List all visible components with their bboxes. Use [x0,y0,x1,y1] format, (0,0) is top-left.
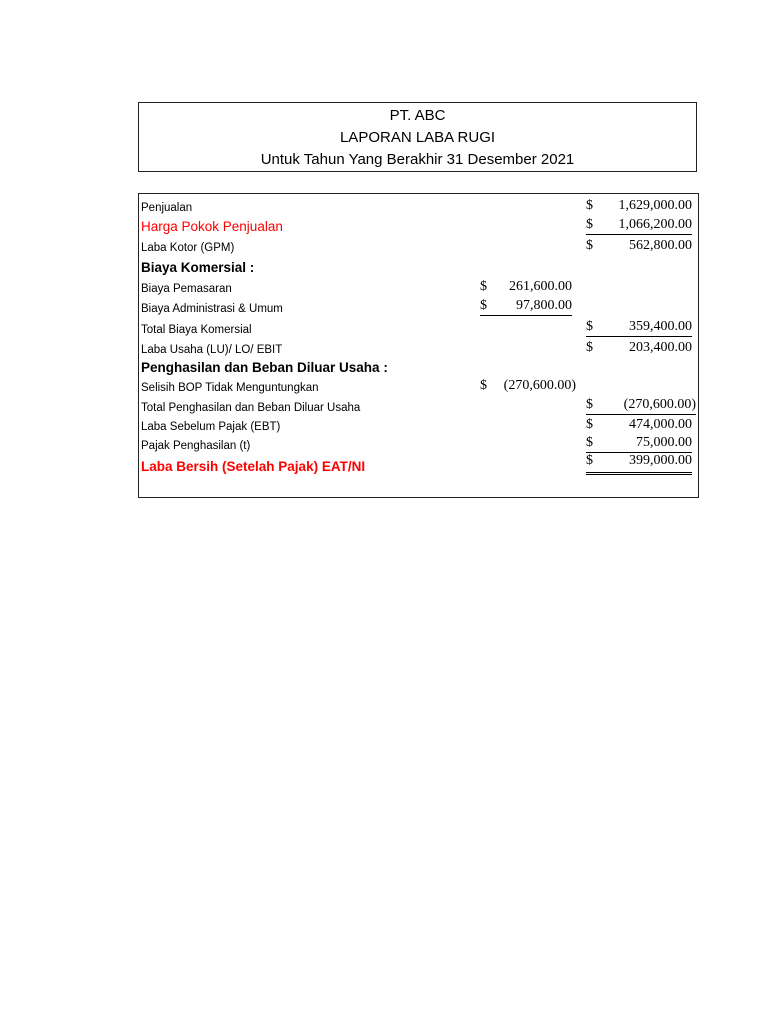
amount-cell [586,337,692,357]
currency-symbol: $ [586,453,593,468]
row-total-penghasilan [139,395,698,415]
row-laba-sebelum-pajak [139,414,698,434]
amount-value: 359,400.00 [629,319,692,334]
row-label: Laba Usaha (LU)/ LO/ EBIT [141,344,283,356]
amount-cell [586,394,696,415]
amount-value: 1,629,000.00 [618,198,692,213]
currency-symbol: $ [480,298,487,313]
amount-cell [480,295,572,316]
section-heading: Penghasilan dan Beban Diluar Usaha : [141,360,388,375]
amount-cell [586,450,692,475]
currency-symbol: $ [586,435,593,450]
row-penjualan [139,195,698,215]
currency-symbol: $ [480,279,487,294]
amount-value: 75,000.00 [636,435,692,450]
amount-cell [586,214,692,235]
currency-symbol: $ [586,238,593,253]
row-biaya-komersial-heading [139,256,698,276]
row-label: Harga Pokok Penjualan [141,219,283,234]
amount-cell [586,414,692,434]
amount-cell [480,375,576,395]
row-selisih-bop [139,375,698,395]
amount-cell [480,276,572,296]
row-hpp [139,215,698,235]
income-statement-table [138,193,699,498]
currency-symbol: $ [586,417,593,432]
row-label: Biaya Administrasi & Umum [141,303,283,315]
currency-symbol: $ [480,378,487,393]
row-label: Selisih BOP Tidak Menguntungkan [141,382,319,394]
currency-symbol: $ [586,340,593,355]
row-laba-bersih [139,453,698,475]
currency-symbol: $ [586,319,593,334]
row-label: Total Biaya Komersial [141,324,252,336]
amount-value: 474,000.00 [629,417,692,432]
amount-cell [586,195,692,215]
section-heading: Biaya Komersial : [141,260,255,275]
row-label: Laba Kotor (GPM) [141,242,235,254]
row-total-biaya-komersial [139,317,698,337]
amount-value: (270,600.00) [623,397,696,412]
row-label: Total Penghasilan dan Beban Diluar Usaha [141,402,361,414]
row-label: Biaya Pemasaran [141,283,232,295]
amount-value: 399,000.00 [629,453,692,468]
row-biaya-pemasaran [139,276,698,296]
amount-cell [586,235,692,255]
row-laba-usaha [139,337,698,357]
row-label: Laba Bersih (Setelah Pajak) EAT/NI [141,459,366,474]
report-header [138,102,697,172]
row-label: Pajak Penghasilan (t) [141,440,251,452]
currency-symbol: $ [586,198,593,213]
company-name: PT. ABC [389,107,446,124]
row-label: Laba Sebelum Pajak (EBT) [141,421,281,433]
amount-value: (270,600.00) [503,378,576,393]
amount-value: 97,800.00 [516,298,572,313]
row-laba-kotor [139,235,698,255]
amount-value: 562,800.00 [629,238,692,253]
report-title: LAPORAN LABA RUGI [339,129,496,146]
amount-value: 1,066,200.00 [618,217,692,232]
row-label: Penjualan [141,202,193,214]
amount-value: 203,400.00 [629,340,692,355]
currency-symbol: $ [586,217,593,232]
row-biaya-admin [139,296,698,316]
report-period: Untuk Tahun Yang Berakhir 31 Desember 2021 [260,151,575,168]
amount-value: 261,600.00 [509,279,572,294]
currency-symbol: $ [586,397,593,412]
amount-cell [586,316,692,337]
row-penghasilan-heading [139,356,698,376]
